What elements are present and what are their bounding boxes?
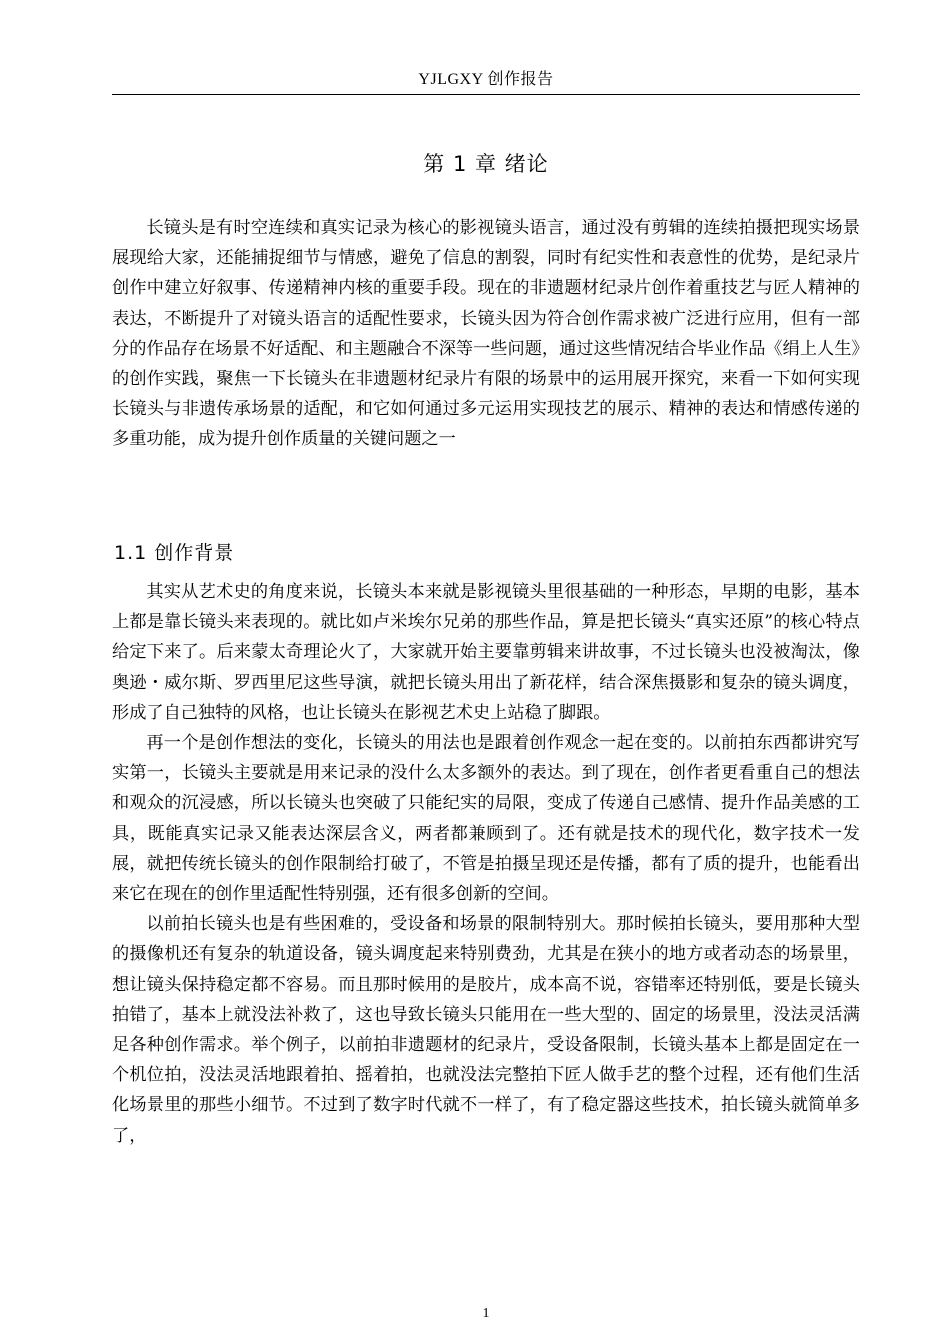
section-body — [112, 577, 860, 1151]
chapter-title: 第 1 章 绪论 — [423, 152, 549, 176]
header-divider — [112, 94, 860, 95]
body-paragraph-1: 其实从艺术史的角度来说，长镜头本来就是影视镜头里很基础的一种形态，早期的电影，基本上都是靠长镜头来表现的。就比如卢米埃尔兄弟的那些作品，算是把长镜头“真实还原”的核心特点给定下来了。后来蒙太奇理论火了，大家就开始主要靠剪辑来讲故事，不过长镜头也没被淘汰，像奥逊・威尔斯、罗西里尼这些导演，就把长镜头用出了新花样，结合深焦摄影和复杂的镜头调度，形成了自己独特的风格，也让长镜头在影视艺术史上站稳了脚跟。 — [112, 582, 860, 723]
chapter-intro — [112, 213, 860, 455]
intro-paragraph: 长镜头是有时空连续和真实记录为核心的影视镜头语言，通过没有剪辑的连续拍摄把现实场景展现给大家，还能捕捉细节与情感，避免了信息的割裂，同时有纪实性和表意性的优势，是纪录片创作中建立好叙事、传递精神内核的重要手段。现在的非遗题材纪录片创作着重技艺与匠人精神的表达，不断提升了对镜头语言的适配性要求，长镜头因为符合创作需求被广泛进行应用，但有一部分的作品存在场景不好适配、和主题融合不深等一些问题，通过这些情况结合毕业作品《绢上人生》的创作实践，聚焦一下长镜头在非遗题材纪录片有限的场景中的运用展开探究，来看一下如何实现长镜头与非遗传承场景的适配，和它如何通过多元运用实现技艺的展示、精神的表达和情感传递的多重功能，成为提升创作质量的关键问题之一 — [112, 218, 860, 450]
page-number: 1 — [482, 1306, 490, 1321]
section-heading: 1.1 创作背景 — [114, 542, 235, 564]
body-paragraph-3: 以前拍长镜头也是有些困难的，受设备和场景的限制特别大。那时候拍长镜头，要用那种大型的摄像机还有复杂的轨道设备，镜头调度起来特别费劲，尤其是在狭小的地方或者动态的场景里，想让镜头保持稳定都不容易。而且那时候用的是胶片，成本高不说，容错率还特别低，要是长镜头拍错了，基本上就没法补救了，这也导致长镜头只能用在一些大型的、固定的场景里，没法灵活满足各种创作需求。举个例子，以前拍非遗题材的纪录片，受设备限制，长镜头基本上都是固定在一个机位拍，没法灵活地跟着拍、摇着拍，也就没法完整拍下匠人做手艺的整个过程，还有他们生活化场景里的那些小细节。不过到了数字时代就不一样了，有了稳定器这些技术，拍长镜头就简单多了， — [112, 914, 860, 1146]
body-paragraph-2: 再一个是创作想法的变化，长镜头的用法也是跟着创作观念一起在变的。以前拍东西都讲究写实第一，长镜头主要就是用来记录的没什么太多额外的表达。到了现在，创作者更看重自己的想法和观众的沉浸感，所以长镜头也突破了只能纪实的局限，变成了传递自己感情、提升作品美感的工具，既能真实记录又能表达深层含义，两者都兼顾到了。还有就是技术的现代化，数字技术一发展，就把传统长镜头的创作限制给打破了，不管是拍摄呈现还是传播，都有了质的提升，也能看出来它在现在的创作里适配性特别强，还有很多创新的空间。 — [112, 733, 860, 905]
running-header-title: YJLGXY 创作报告 — [418, 71, 554, 88]
